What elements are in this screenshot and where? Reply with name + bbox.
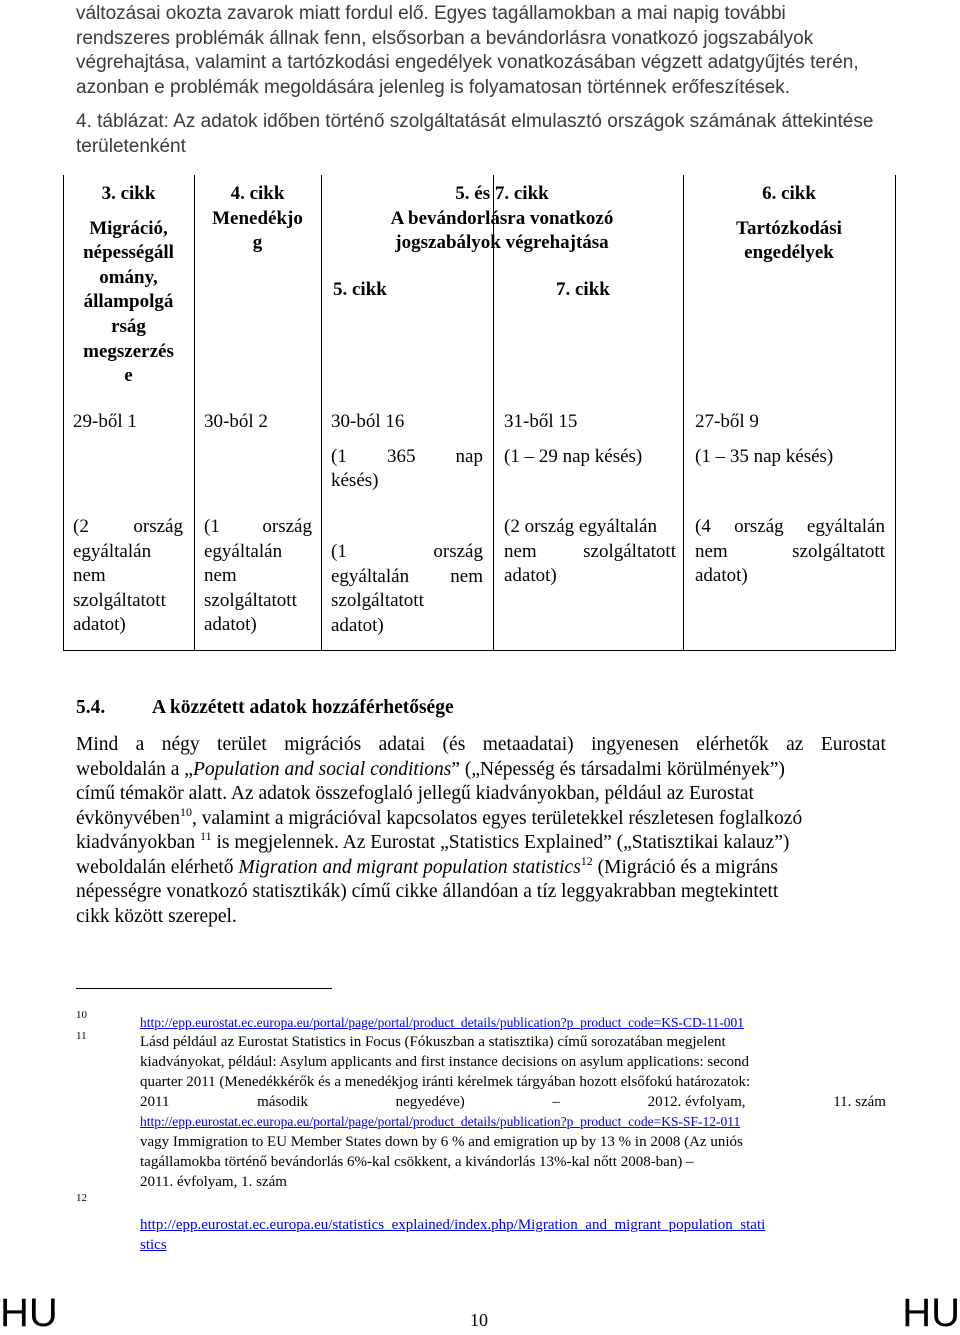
footnote-ref-12[interactable]: 12 bbox=[580, 853, 593, 868]
footer-language-left: HU bbox=[0, 1291, 58, 1335]
body-line: kiadványokban $^{11}$ is megjelennek. Az Eurostat „Statistics Explained” („Statisztikai kalauz”) bbox=[76, 829, 790, 853]
count-article-6: 27-ből 9 (1 – 35 nap késés) bbox=[695, 411, 834, 467]
body-line: népességre vonatkozó statisztikák) című cikke állandóan a tíz leggyakrabban megtekintett bbox=[76, 881, 779, 902]
header-article-6: 6. cikk Tartózkodási engedélyek bbox=[736, 183, 842, 264]
table-border bbox=[895, 175, 896, 651]
footnote-11-link[interactable]: http://epp.eurostat.ec.europa.eu/portal/page/portal/product_details/publication?p_product_code=KS-SF-12-011 bbox=[140, 1114, 741, 1129]
footnote-separator bbox=[76, 988, 332, 989]
header-article-4: 4. cikk Menedékjo g bbox=[212, 183, 303, 254]
section-heading bbox=[76, 697, 454, 719]
intro-line: végrehajtása, valamint a tartózkodási engedélyek vonatkozásában végzett adatgyűjtés terén, bbox=[76, 52, 859, 74]
no-data-article-3: (2 ország egyáltalán nem szolgáltatott adatot) bbox=[73, 516, 183, 636]
intro-line: változásai okozta zavarok miatt fordul elő. Egyes tagállamokban a mai napig további bbox=[76, 3, 786, 24]
section-title: A közzétett adatok hozzáférhetősége bbox=[152, 697, 454, 718]
header-article-3: 3. cikk Migráció, népességáll omány, állampolgá rság megszerzés e bbox=[83, 183, 174, 387]
footnote-10 bbox=[140, 1013, 886, 1033]
intro-line: azonban e problémák megoldására jelenleg is folyamatosan történnek erőfeszítések. bbox=[76, 76, 790, 98]
body-paragraph bbox=[76, 733, 886, 929]
no-data-article-6: (4 ország egyáltalán nem szolgáltatott adatot) bbox=[695, 516, 885, 587]
body-line: című témakör alatt. Az adatok összefoglaló jellegű kiadványokban, például az Eurostat bbox=[76, 783, 754, 804]
footnote-12-link[interactable]: http://epp.eurostat.ec.europa.eu/statistics_explained/index.php/Migration_and_migrant_population_stati bbox=[140, 1217, 766, 1233]
body-line: Mind a négy terület migrációs adatai (és metaadatai) ingyenesen elérhetők az Eurostat bbox=[76, 734, 886, 755]
footnote-11: Lásd például az Eurostat Statistics in Focus (Fókuszban a statisztika) című sorozatában megjelent kiadványokat, például: Asylum applicants and first instance decisions on asylum applications: second quarter 2011 (Menedékkérők és a menedékjog iránti kérelmek tárgyában hozott elsőfokú határozatok: 2011 második negyedéve) – 2012. évfolyam, 11. szám http://epp.eurostat.ec.europa.eu/portal/page/portal/product_details/publication?p_product_code=KS-SF-12-011 vagy Immigration to EU Member States down by 6 % and emigration up by 13 % in 2008 (Az uniós tagállamokba történő bevándorlás 6%-kal csökkent, a kivándorlás 13%-kal nőtt 2008-ban) – 2011. évfolyam, 1. szám bbox=[140, 1034, 886, 1190]
intro-line: rendszeres problémák állnak fenn, elsősorban a bevándorlásra vonatkozó jogszabályok bbox=[76, 27, 814, 49]
body-line: cikk között szerepel. bbox=[76, 905, 237, 927]
footnote-12 bbox=[140, 1215, 886, 1255]
body-line: weboldalán elérhető Migration and migrant population statistics$^{12}$ (Migráció és a migráns bbox=[76, 853, 778, 878]
count-article-3: 29-ből 1 bbox=[73, 411, 137, 432]
footnote-10-link[interactable]: http://epp.eurostat.ec.europa.eu/portal/page/portal/product_details/publication?p_product_code=KS-CD-11-001 bbox=[140, 1015, 744, 1030]
footer-language-right: HU bbox=[902, 1291, 960, 1335]
data-table bbox=[63, 175, 896, 651]
count-article-4: 30-ból 2 bbox=[204, 411, 268, 432]
header-article-5: 5. cikk bbox=[333, 279, 387, 300]
no-data-article-7: (2 ország egyáltalán nem szolgáltatott adatot) bbox=[504, 516, 676, 587]
count-article-5: 30-ból 16 (1 365 nap késés) bbox=[331, 411, 483, 492]
table-border bbox=[63, 650, 896, 651]
count-article-7: 31-ből 15 (1 – 29 nap késés) bbox=[504, 411, 643, 467]
table-caption: 4. táblázat: Az adatok időben történő szolgáltatását elmulasztó országok számának áttekintése területenként bbox=[76, 111, 874, 157]
section-number: 5.4. bbox=[76, 697, 106, 718]
footnote-ref-10[interactable]: 10 bbox=[179, 804, 192, 819]
header-article-5-7: 5. és 7. cikk A bevándorlásra vonatkozó jogszabályok végrehajtása bbox=[390, 183, 614, 254]
no-data-article-4: (1 ország egyáltalán nem szolgáltatott adatot) bbox=[204, 516, 312, 636]
body-line: weboldalán a „Population and social conditions” („Népesség és társadalmi körülmények”) bbox=[76, 758, 785, 780]
no-data-article-5: (1 ország egyáltalán nem szolgáltatott adatot) bbox=[331, 541, 483, 636]
page-number: 10 bbox=[470, 1310, 488, 1330]
header-article-7: 7. cikk bbox=[556, 279, 610, 300]
intro-paragraph bbox=[76, 2, 886, 100]
footnote-number-11: 11 bbox=[76, 1030, 87, 1042]
footnote-number-10: 10 bbox=[76, 1009, 87, 1021]
footnote-ref-11[interactable]: 11 bbox=[200, 829, 212, 843]
footnote-12-link-continued[interactable]: stics bbox=[140, 1237, 167, 1253]
footnote-number-12: 12 bbox=[76, 1192, 87, 1204]
body-line: évkönyvében$^{10}$, valamint a migrációval kapcsolatos egyes területekkel részletesen foglalkozó bbox=[76, 804, 803, 829]
